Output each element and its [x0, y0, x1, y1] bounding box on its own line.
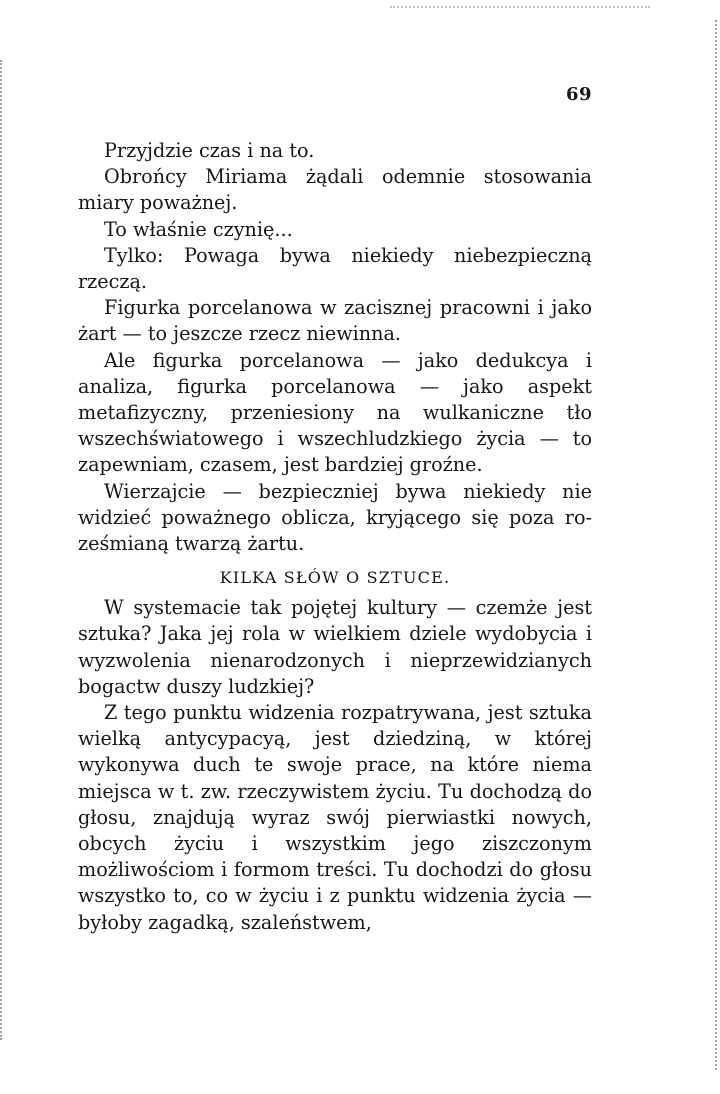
- paragraph: Figurka porcelanowa w zacisznej pracowni i jako żart — to jeszcze rzecz niewinna.: [78, 296, 592, 346]
- page-number: 69: [566, 84, 593, 105]
- body-text: [78, 138, 592, 936]
- paragraph: Tylko: Powaga bywa niekiedy niebezpieczną rzeczą.: [78, 243, 592, 294]
- paragraph: Wierzajcie — bezpieczniej bywa niekiedy nie widzieć poważnego oblicza, kryjącego się poza roześmianą twarzą żartu.: [78, 479, 592, 556]
- paragraph: Obrońcy Miriama żądali odemnie stosowania miary poważnej.: [78, 165, 592, 215]
- section-paragraph: Z tego punktu widzenia rozpatrywana, jest sztuka wielką antycypacyą, jest dziedziną, w której wykonywa duch te swoje prace, na które niema miejsca w t. zw. rzeczywistem życiu. Tu dochodzą do głosu, znajdują wyraz swój pierwiastki nowych, obcych życiu i wszystkim jego ziszczonym możliwościom i formom treści. Tu dochodzi do głosu wszystko to, co w życiu i z punktu widzenia życia — byłoby zagadką, szaleństwem,: [78, 701, 592, 934]
- section-heading: KILKA SŁÓW O SZTUCE.: [219, 568, 451, 588]
- paragraph: Przyjdzie czas i na to.: [104, 139, 315, 162]
- paragraph: To właśnie czynię...: [104, 217, 293, 241]
- scan-edge-right: [713, 20, 717, 1070]
- scan-edge-left: [0, 60, 6, 1040]
- scan-marks-top: [390, 6, 650, 10]
- section-paragraph: W systemacie tak pojętej kultury — czemże jest sztuka? Jaka jej rola w wielkiem dziele wydobycia i wyzwolenia nienarodzonych i nieprzewidzianych bogactw duszy ludzkiej?: [78, 596, 592, 698]
- paragraph: Ale figurka porcelanowa — jako dedukcya i analiza, figurka porcelanowa — jako aspekt metafizyczny, przeniesiony na wulkaniczne tło wszechświatowego i wszechludzkiego życia — to zapewniam, czasem, jest bardziej groźne.: [78, 348, 592, 477]
